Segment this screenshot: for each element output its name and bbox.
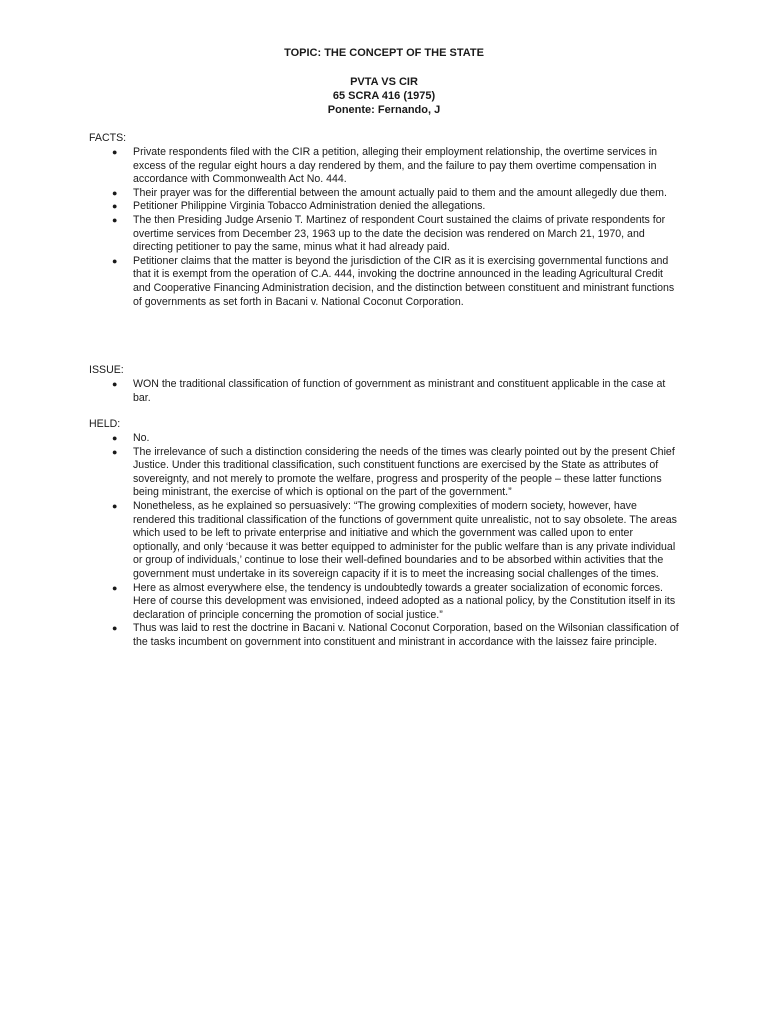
list-item (89, 255, 681, 309)
issue-label: ISSUE: (89, 364, 124, 376)
list-item (89, 500, 681, 582)
list-item-text: Nonetheless, as he explained so persuasively: “The growing complexities of modern society, however, have rendered this traditional classification of the functions of government quite unrealistic, not to say obsolete. The areas which used to be left to private enterprise and initiative and which the government was called upon to enter optionally, and only ‘because it was better equipped to administer for the public welfare than is any private individual or group of individuals,’ continue to lose their well-defined boundaries and to be absorbed within activities that the government must undertake in its sovereign capacity if it is to meet the increasing social challenges of the times. (133, 499, 677, 580)
list-item-text: The then Presiding Judge Arsenio T. Martinez of respondent Court sustained the claims of private respondents for overtime services from December 23, 1963 up to the date the decision was rendered on March 21, 1970, and directing petitioner to pay the same, minus what it had already paid. (133, 213, 666, 254)
list-item-text: Petitioner Philippine Virginia Tobacco Administration denied the allegations. (133, 200, 486, 213)
list-item-text: The irrelevance of such a distinction considering the needs of the times was clearly pointed out by the present Chief Justice. Under this traditional classification, such constituent functions are exercised by the State as attributes of sovereignty, and not merely to promote the welfare, progress and prosperity of the people – these latter functions being ministrant, the exercise of which is optional on the part of the government.” (133, 445, 675, 499)
held-label: HELD: (89, 418, 121, 430)
issue-list (89, 378, 689, 405)
list-item-text: No. (133, 432, 150, 444)
bullet-icon: ● (112, 623, 118, 634)
list-item (89, 187, 681, 201)
list-item (89, 432, 681, 446)
bullet-icon: ● (112, 446, 118, 457)
bullet-icon: ● (112, 147, 118, 157)
list-item (89, 378, 681, 405)
list-item (89, 446, 681, 500)
list-item (89, 582, 681, 623)
facts-section (89, 132, 689, 309)
bullet-icon: ● (112, 214, 118, 225)
bullet-icon: ● (112, 433, 118, 443)
bullet-icon: ● (112, 500, 118, 511)
held-list (89, 432, 689, 650)
case-citation: 65 SCRA 416 (1975) (332, 90, 436, 102)
list-item (89, 622, 681, 649)
list-item (89, 146, 681, 187)
held-section (89, 418, 689, 650)
case-ponente: Ponente: Fernando, J (327, 104, 441, 116)
facts-list (89, 146, 689, 309)
facts-label: FACTS: (89, 132, 127, 144)
bullet-icon: ● (112, 255, 118, 266)
bullet-icon: ● (112, 187, 118, 198)
case-title: PVTA VS CIR (350, 76, 418, 88)
list-item (89, 214, 681, 255)
list-item-text: Petitioner claims that the matter is beyond the jurisdiction of the CIR as it is exercising governmental functions and that it is exempt from the operation of C.A. 444, invoking the doctrine announced in the leading Agricultural Credit and Cooperative Financing Administration decision, and the distinction between constituent and ministrant functions of governments as set forth in Bacani v. National Coconut Corporation. (133, 254, 675, 308)
list-item-text: Here as almost everywhere else, the tendency is undoubtedly towards a greater socialization of economic forces. Here of course this development was envisioned, indeed adopted as a national policy, by the Constitution itself in its declaration of principle concerning the promotion of social justice.” (133, 581, 676, 621)
topic-heading: TOPIC: THE CONCEPT OF THE STATE (284, 47, 484, 59)
bullet-icon: ● (112, 582, 118, 593)
list-item-text: Private respondents filed with the CIR a petition, alleging their employment relationship, the overtime services in excess of the regular eight hours a day rendered by them, and the failure to pay them overtime compensation in accordance with Commonwealth Act No. 444. (133, 146, 658, 186)
list-item-text: Their prayer was for the differential between the amount actually paid to them and the amount allegedly due them. (133, 186, 667, 199)
list-item-text: Thus was laid to rest the doctrine in Bacani v. National Coconut Corporation, based on the Wilsonian classification of the tasks incumbent on government into constituent and ministrant in accordance with the laissez faire principle. (133, 622, 679, 648)
case-header (0, 75, 768, 117)
bullet-icon: ● (112, 201, 118, 212)
list-item (89, 200, 681, 214)
issue-section (89, 364, 689, 405)
list-item-text: WON the traditional classification of function of government as ministrant and constituent applicable in the case at bar. (133, 378, 666, 404)
bullet-icon: ● (112, 379, 118, 389)
